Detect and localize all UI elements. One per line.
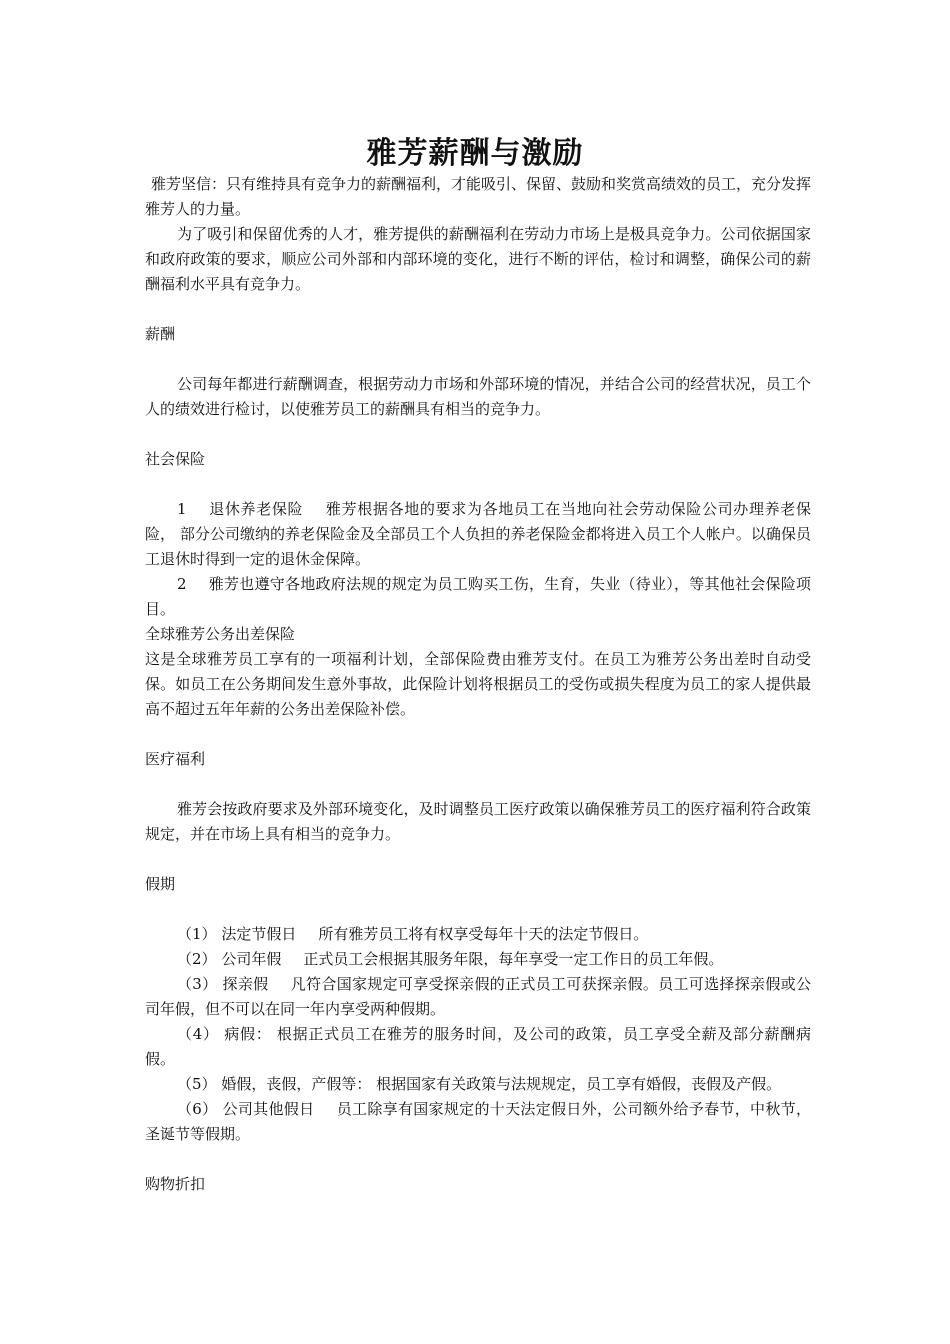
- section-heading-shopping: 购物折扣: [145, 1175, 206, 1193]
- holiday-item: [145, 922, 811, 947]
- holiday-item: [145, 947, 811, 972]
- document-body: [145, 172, 811, 1197]
- item-label: 公司年假: [221, 950, 282, 968]
- item-text: 所有雅芳员工将有权享受每年十天的法定节假日。: [318, 925, 649, 943]
- item-number: 2: [177, 575, 187, 593]
- item-number: （3）: [177, 975, 218, 993]
- item-text: 凡符合国家规定可享受探亲假的正式员工可获探亲假。员工可选择探亲假或公司年假，但不可以在同一年内享受两种假期。: [145, 975, 811, 1018]
- intro-paragraph-2: 为了吸引和保留优秀的人才，雅芳提供的薪酬福利在劳动力市场上是极具竞争力。公司依据国家和政府政策的要求，顺应公司外部和内部环境的变化，进行不断的评估，检讨和调整，确保公司的薪酬福利水平具有竞争力。: [145, 225, 811, 293]
- item-label: 婚假，丧假，产假等：: [221, 1075, 372, 1093]
- item-number: （5）: [177, 1075, 217, 1093]
- item-text: 雅芳根据各地的要求为各地员工在当地向社会劳动保险公司办理养老保险， 部分公司缴纳的养老保险金及全部员工个人负担的养老保险金都将进入员工个人帐户。以确保员工退休时得到一定的退休金保障。: [145, 500, 811, 568]
- item-text: 正式员工会根据其服务年限，每年享受一定工作日的员工年假。: [303, 950, 724, 968]
- holiday-item: [145, 972, 811, 1022]
- item-text: 根据正式员工在雅芳的服务时间，及公司的政策，员工享受全薪及部分薪酬病假。: [145, 1025, 811, 1068]
- item-text: 员工除享有国家规定的十天法定假日外，公司额外给予春节，中秋节，圣诞节等假期。: [145, 1100, 811, 1143]
- item-label: 公司其他假日: [222, 1100, 315, 1118]
- travel-insurance-heading: 全球雅芳公务出差保险: [145, 625, 296, 643]
- item-number: （1）: [177, 925, 217, 943]
- item-text: 雅芳也遵守各地政府法规的规定为员工购买工伤，生育，失业（待业），等其他社会保险项目。: [145, 575, 811, 618]
- section-heading-medical: 医疗福利: [145, 750, 206, 768]
- item-number: （6）: [177, 1100, 218, 1118]
- document-title: 雅芳薪酬与激励: [366, 136, 584, 171]
- intro-paragraph-1: 雅芳坚信：只有维持具有竞争力的薪酬福利，才能吸引、保留、鼓励和奖赏高绩效的员工，充分发挥雅芳人的力量。: [145, 175, 812, 218]
- medical-paragraph: 雅芳会按政府要求及外部环境变化，及时调整员工医疗政策以确保雅芳员工的医疗福利符合政策规定，并在市场上具有相当的竞争力。: [145, 800, 811, 843]
- section-heading-salary: 薪酬: [145, 325, 176, 343]
- holiday-item: [145, 1022, 811, 1072]
- item-label: 退休养老保险: [208, 500, 304, 518]
- holiday-item: [145, 1097, 811, 1147]
- item-number: （4）: [177, 1025, 219, 1043]
- item-label: 法定节假日: [221, 925, 297, 943]
- item-number: （2）: [177, 950, 217, 968]
- item-label: 探亲假: [222, 975, 269, 993]
- insurance-item-1: [145, 497, 811, 572]
- item-label: 病假：: [224, 1025, 272, 1043]
- section-heading-insurance: 社会保险: [145, 450, 206, 468]
- item-text: 根据国家有关政策与法规规定，员工享有婚假，丧假及产假。: [376, 1075, 782, 1093]
- travel-insurance-paragraph: 这是全球雅芳员工享有的一项福利计划，全部保险费由雅芳支付。在员工为雅芳公务出差时自动受保。如员工在公务期间发生意外事故，此保险计划将根据员工的受伤或损失程度为员工的家人提供最高不超过五年年薪的公务出差保险补偿。: [145, 650, 811, 718]
- holiday-item: [145, 1072, 811, 1097]
- salary-paragraph: 公司每年都进行薪酬调查，根据劳动力市场和外部环境的情况，并结合公司的经营状况，员工个人的绩效进行检讨，以使雅芳员工的薪酬具有相当的竞争力。: [145, 375, 811, 418]
- insurance-item-2: [145, 572, 811, 622]
- section-heading-holiday: 假期: [145, 875, 176, 893]
- item-number: 1: [177, 500, 187, 518]
